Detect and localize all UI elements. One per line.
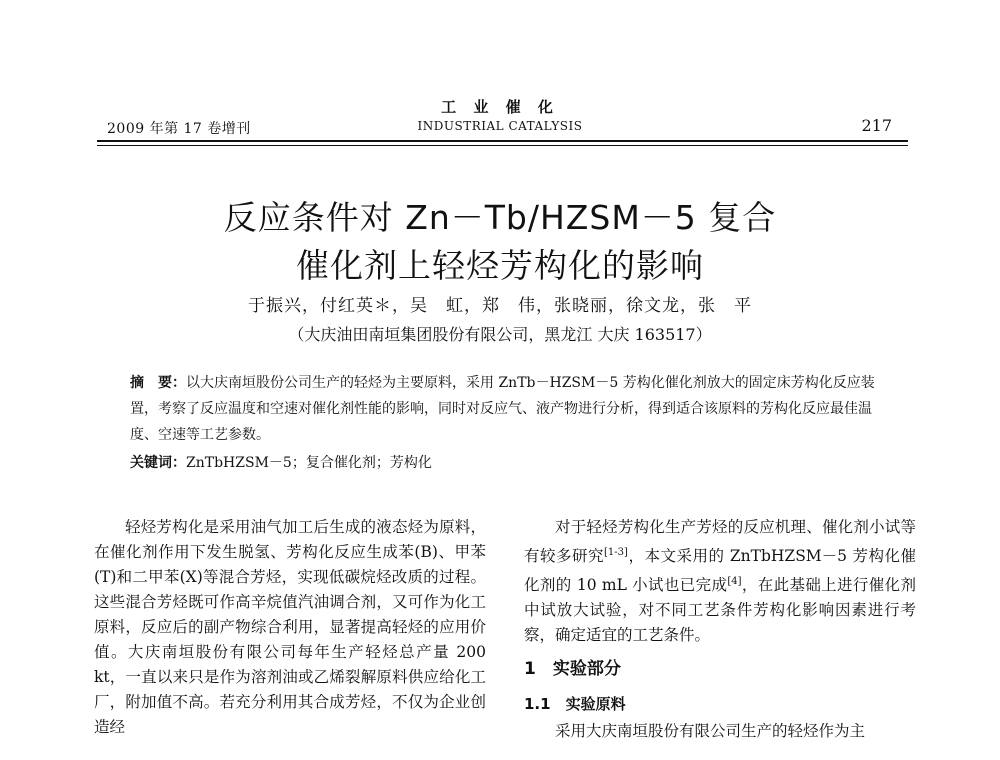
para-text-a: 对于轻烃芳构化生产芳烃的反应机理、催化剂小试等有较多研究 bbox=[524, 518, 916, 566]
para-text-c: ，在此基础上进行催化剂中试放大试验，对不同工艺条件芳构化影响因素进行考察，确定适宜的工艺条件。 bbox=[524, 576, 916, 645]
header-rule-thin bbox=[97, 145, 908, 146]
keywords-label: 关键词： bbox=[130, 455, 186, 471]
journal-name-block bbox=[330, 96, 670, 133]
journal-issue: 2009 年第 17 卷增刊 bbox=[107, 121, 251, 137]
abstract-label: 摘 要： bbox=[130, 375, 186, 391]
citation-4: [4] bbox=[727, 576, 742, 588]
citation-1-3: [1-3] bbox=[604, 547, 628, 558]
abstract-text: 以大庆南垣股份公司生产的轻烃为主要原料，采用 ZnTb－HZSM－5 芳构化催化剂放大的固定床芳构化反应装置，考察了反应温度和空速对催化剂性能的影响，同时对反应气、液产物进行分析，得到适合该原料的芳构化反应最佳温度、空速等工艺参数。 bbox=[130, 375, 875, 443]
paper-title-line1: 反应条件对 Zn－Tb/HZSM－5 复合 bbox=[223, 198, 777, 237]
keywords-text: ZnTbHZSM－5；复合催化剂；芳构化 bbox=[186, 455, 432, 471]
intro-paragraph-continued bbox=[524, 515, 916, 648]
abstract bbox=[130, 370, 888, 448]
right-column bbox=[524, 515, 916, 744]
subsection-heading: 1.1 实验原料 bbox=[524, 695, 626, 714]
journal-name-cn: 工 业 催 化 bbox=[441, 98, 559, 116]
authors: 于振兴，付红英＊，吴 虹，郑 伟，张晓丽，徐文龙，张 平 bbox=[248, 296, 752, 316]
affiliation: （大庆油田南垣集团股份有限公司，黑龙江 大庆 163517） bbox=[288, 325, 712, 344]
page-number: 217 bbox=[861, 116, 892, 135]
materials-paragraph: 采用大庆南垣股份有限公司生产的轻烃作为主 bbox=[555, 722, 866, 741]
header-rule-thick bbox=[97, 140, 908, 142]
section-heading: 1 实验部分 bbox=[524, 659, 621, 680]
journal-name-en: INDUSTRIAL CATALYSIS bbox=[417, 119, 583, 133]
keywords bbox=[130, 452, 888, 472]
left-column bbox=[94, 515, 486, 740]
paper-title-line2: 催化剂上轻烃芳构化的影响 bbox=[296, 246, 704, 285]
para-text-b: ，本文采用的 ZnTbHZSM－5 芳构化催化剂的 10 mL 小试也已完成 bbox=[524, 547, 916, 595]
intro-paragraph: 轻烃芳构化是采用油气加工后生成的液态烃为原料，在催化剂作用下发生脱氢、芳构化反应生成苯(B)、甲苯(T)和二甲苯(X)等混合芳烃，实现低碳烷烃改质的过程。这些混合芳烃既可作高辛烷值汽油调合剂，又可作为化工原料，反应后的副产物综合利用，显著提高轻烃的应用价值。大庆南垣股份有限公司每年生产轻烃总产量 200 kt，一直以来只是作为溶剂油或乙烯裂解原料供应给化工厂，附加值不高。若充分利用其合成芳烃，不仅为企业创造经 bbox=[94, 518, 486, 736]
